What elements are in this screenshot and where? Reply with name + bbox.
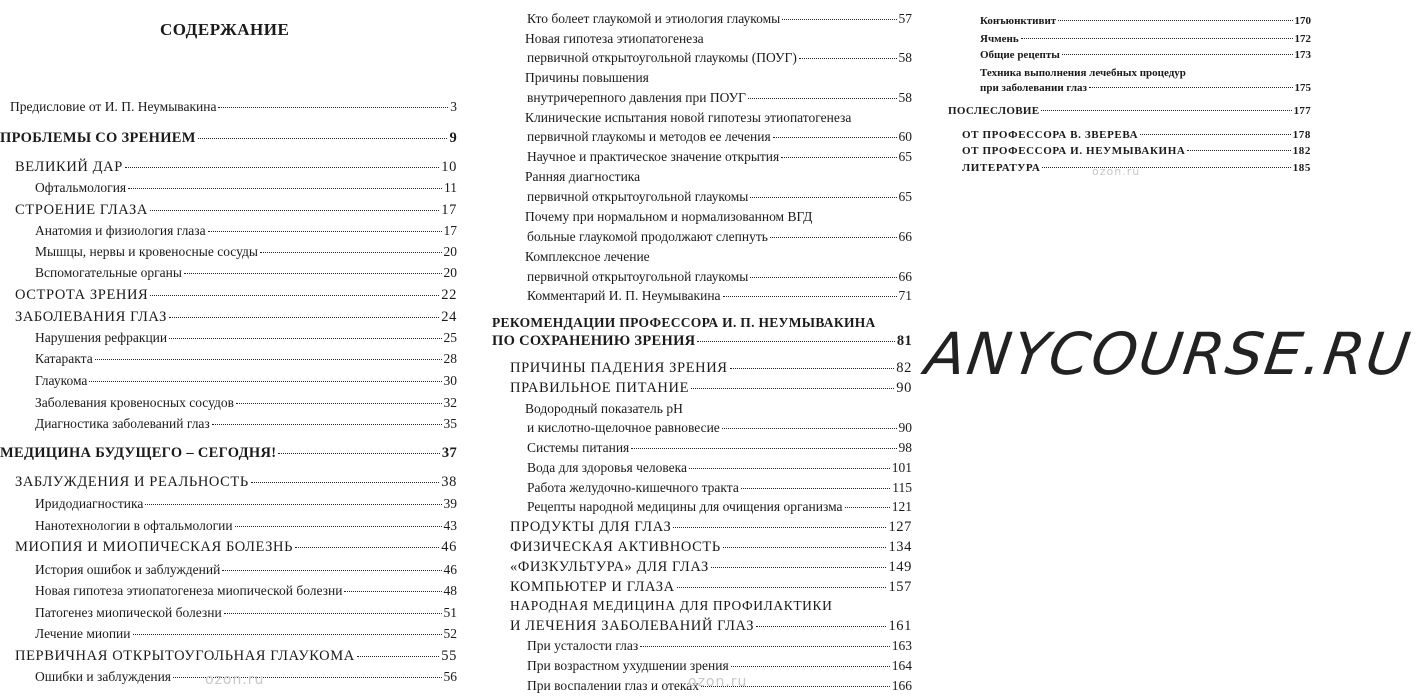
toc-entry-title: МИОПИЯ И МИОПИЧЕСКАЯ БОЛЕЗНЬ — [15, 539, 294, 555]
dot-leader — [236, 403, 442, 404]
toc-entry-title: и кислотно-щелочное равновесие — [527, 420, 720, 435]
dot-leader — [781, 157, 896, 158]
toc-entry-title: «ФИЗКУЛЬТУРА» ДЛЯ ГЛАЗ — [510, 559, 709, 575]
toc-entry[interactable] — [15, 308, 457, 326]
dot-leader — [260, 252, 442, 253]
toc-entry-title: При возрастном ухудшении зрения — [527, 658, 729, 673]
dot-leader — [756, 626, 886, 627]
toc-page-number: 177 — [1293, 105, 1311, 117]
toc-entry[interactable] — [35, 264, 457, 282]
toc-entry-line: Клинические испытания новой гипотезы этиопатогенеза — [525, 110, 852, 125]
toc-entry[interactable] — [510, 379, 912, 397]
toc-page-number: 127 — [888, 519, 912, 535]
toc-entry-line: Новая гипотеза этиопатогенеза — [525, 31, 704, 46]
dot-leader — [773, 137, 897, 138]
toc-entry[interactable] — [35, 561, 457, 579]
toc-entry-title: Ошибки и заблуждения — [35, 669, 172, 684]
toc-page-number: 90 — [896, 380, 912, 396]
ozon-watermark: ozon.ru — [205, 672, 265, 688]
toc-entry-title: Мышцы, нервы и кровеносные сосуды — [35, 244, 258, 259]
toc-entry[interactable] — [35, 394, 457, 412]
dot-leader — [730, 368, 895, 369]
dot-leader — [125, 167, 439, 168]
page-title: СОДЕРЖАНИЕ — [160, 20, 290, 39]
toc-page-number: 24 — [441, 309, 457, 325]
dot-leader — [750, 197, 896, 198]
toc-page-number: 11 — [444, 180, 457, 195]
toc-page-number: 161 — [888, 618, 912, 634]
toc-entry-title: Новая гипотеза этиопатогенеза миопической болезни — [35, 583, 343, 598]
toc-page-number: 149 — [888, 559, 912, 575]
toc-entry[interactable] — [962, 144, 1311, 158]
toc-entry-line: Техника выполнения лечебных процедур — [980, 67, 1186, 79]
toc-entry-title: Заболевания кровеносных сосудов — [35, 395, 234, 410]
toc-entry-title: больные глаукомой продолжают слепнуть — [527, 229, 768, 244]
toc-page-number: 66 — [898, 229, 912, 244]
toc-page-number: 90 — [898, 420, 912, 435]
toc-entry-title: первичной открытоугольной глаукомы — [527, 189, 749, 204]
toc-page-number: 10 — [441, 159, 457, 175]
toc-entry[interactable] — [15, 473, 457, 491]
toc-entry-title: Комментарий И. П. Неумывакина — [527, 288, 721, 303]
dot-leader — [799, 58, 897, 59]
toc-entry[interactable] — [15, 538, 457, 556]
toc-entry[interactable] — [510, 578, 912, 596]
toc-entry-title: ПРАВИЛЬНОЕ ПИТАНИЕ — [510, 380, 690, 396]
dot-leader — [169, 317, 439, 318]
ozon-watermark: ozon.ru — [688, 674, 748, 690]
toc-entry[interactable] — [35, 179, 457, 197]
toc-page-number: 166 — [891, 678, 912, 693]
toc-entry-title: Системы питания — [527, 440, 630, 455]
dot-leader — [344, 591, 441, 592]
toc-entry-title: Диагностика заболеваний глаз — [35, 416, 210, 431]
toc-entry[interactable] — [35, 517, 457, 535]
dot-leader — [235, 526, 442, 527]
toc-entry-title: Катаракта — [35, 351, 93, 366]
toc-entry-title: Вспомогательные органы — [35, 265, 182, 280]
dot-leader — [845, 507, 890, 508]
toc-entry-title: При усталости глаз — [527, 638, 639, 653]
toc-entry-title: ПО СОХРАНЕНИЮ ЗРЕНИЯ — [492, 333, 696, 349]
toc-entry-title: И ЛЕЧЕНИЯ ЗАБОЛЕВАНИЙ ГЛАЗ — [510, 618, 755, 634]
dot-leader — [150, 295, 439, 296]
toc-entry-title: МЕДИЦИНА БУДУЩЕГО – СЕГОДНЯ! — [0, 445, 277, 461]
toc-entry-line: Причины повышения — [525, 70, 649, 85]
toc-entry[interactable] — [962, 128, 1311, 142]
toc-entry[interactable] — [35, 495, 457, 513]
dot-leader — [677, 587, 887, 588]
dot-leader — [212, 424, 442, 425]
toc-entry-title: ПРОБЛЕМЫ СО ЗРЕНИЕМ — [0, 130, 196, 146]
toc-page-number: 98 — [898, 440, 912, 455]
toc-entry-title: Патогенез миопической болезни — [35, 605, 222, 620]
toc-entry-line: Водородный показатель рН — [525, 401, 683, 416]
toc-page-number: 58 — [898, 50, 912, 65]
toc-entry[interactable] — [510, 558, 912, 576]
toc-page-number: 57 — [898, 11, 912, 26]
toc-entry-title: при заболевании глаз — [980, 82, 1087, 94]
toc-entry[interactable] — [527, 439, 912, 457]
toc-entry[interactable] — [492, 332, 912, 350]
dot-leader — [697, 341, 894, 342]
toc-entry-title: Работа желудочно-кишечного тракта — [527, 480, 739, 495]
dot-leader — [723, 296, 897, 297]
toc-entry-title: История ошибок и заблуждений — [35, 562, 221, 577]
toc-entry-title: Общие рецепты — [980, 49, 1060, 61]
dot-leader — [222, 570, 441, 571]
toc-page-number: 173 — [1294, 49, 1311, 61]
toc-entry[interactable] — [980, 32, 1311, 46]
toc-page-number: 163 — [891, 638, 912, 653]
toc-page-number: 101 — [891, 460, 912, 475]
toc-entry[interactable] — [35, 372, 457, 390]
dot-leader — [128, 188, 442, 189]
toc-entry[interactable] — [0, 444, 457, 462]
toc-page-number: 175 — [1294, 82, 1311, 94]
dot-leader — [723, 547, 887, 548]
toc-page-number: 185 — [1292, 162, 1311, 174]
toc-entry-title: первичной открытоугольной глаукомы — [527, 269, 749, 284]
toc-entry-line: Ранняя диагностика — [525, 169, 641, 184]
toc-entry-title: Научное и практическое значение открытия — [527, 149, 780, 164]
toc-entry[interactable] — [527, 268, 912, 286]
toc-page-number: 60 — [898, 129, 912, 144]
dot-leader — [1089, 87, 1293, 88]
toc-page-number: 56 — [443, 669, 457, 684]
toc-page-number: 17 — [441, 202, 457, 218]
dot-leader — [1062, 54, 1293, 55]
toc-entry-title: первичной открытоугольной глаукомы (ПОУГ) — [527, 50, 797, 65]
toc-page-number: 43 — [443, 518, 457, 533]
dot-leader — [218, 107, 448, 108]
toc-entry-title: При воспалении глаз и отеках — [527, 678, 700, 693]
toc-page-number: 39 — [443, 496, 457, 511]
toc-entry-title: ФИЗИЧЕСКАЯ АКТИВНОСТЬ — [510, 539, 721, 555]
toc-entry-title: Конъюнктивит — [980, 15, 1057, 27]
dot-leader — [278, 453, 440, 454]
dot-leader — [673, 527, 886, 528]
dot-leader — [169, 338, 441, 339]
toc-page-number: 115 — [892, 480, 912, 495]
toc-page-number: 52 — [443, 626, 457, 641]
toc-entry[interactable] — [510, 538, 912, 556]
toc-entry[interactable] — [948, 104, 1311, 118]
toc-entry[interactable] — [527, 459, 912, 477]
toc-page-number: 22 — [441, 287, 457, 303]
dot-leader — [133, 634, 442, 635]
toc-page-number: 164 — [891, 658, 912, 673]
dot-leader — [711, 567, 887, 568]
dot-leader — [631, 448, 896, 449]
toc-entry-title: ОТ ПРОФЕССОРА И. НЕУМЫВАКИНА — [962, 145, 1186, 157]
toc-page-number: 172 — [1294, 33, 1311, 45]
toc-entry[interactable] — [35, 350, 457, 368]
toc-page-number: 65 — [898, 189, 912, 204]
toc-page-number: 66 — [898, 269, 912, 284]
dot-leader — [1042, 167, 1290, 168]
dot-leader — [145, 504, 441, 505]
toc-page-number: 28 — [443, 351, 457, 366]
toc-entry-line: Почему при нормальном и нормализованном ВГД — [525, 209, 813, 224]
toc-page-number: 20 — [443, 244, 457, 259]
dot-leader — [640, 646, 890, 647]
toc-entry[interactable] — [527, 89, 912, 107]
toc-entry-title: Анатомия и физиология глаза — [35, 223, 206, 238]
dot-leader — [731, 666, 890, 667]
toc-entry[interactable] — [510, 617, 912, 635]
toc-page-number: 182 — [1292, 145, 1311, 157]
dot-leader — [95, 359, 442, 360]
dot-leader — [89, 381, 441, 382]
toc-page-number: 55 — [441, 648, 457, 664]
toc-page-number: 9 — [449, 130, 457, 146]
toc-entry-title: Нанотехнологии в офтальмологии — [35, 518, 233, 533]
toc-page-number: 46 — [441, 539, 457, 555]
toc-page-number: 82 — [896, 360, 912, 376]
dot-leader — [295, 547, 439, 548]
toc-entry-title: Лечение миопии — [35, 626, 131, 641]
dot-leader — [357, 656, 439, 657]
toc-page-number: 58 — [898, 90, 912, 105]
toc-entry-title: КОМПЬЮТЕР И ГЛАЗА — [510, 579, 675, 595]
toc-entry[interactable] — [527, 657, 912, 675]
toc-page-number: 65 — [898, 149, 912, 164]
toc-page-number: 32 — [443, 395, 457, 410]
toc-entry[interactable] — [527, 188, 912, 206]
toc-entry[interactable] — [15, 158, 457, 176]
toc-entry[interactable] — [527, 498, 912, 516]
toc-page-number: 20 — [443, 265, 457, 280]
toc-page-number: 37 — [441, 445, 457, 461]
dot-leader — [722, 428, 897, 429]
toc-entry-title: Рецепты народной медицины для очищения организма — [527, 499, 843, 514]
dot-leader — [1187, 150, 1290, 151]
toc-entry[interactable] — [35, 604, 457, 622]
toc-entry-title: ПРИЧИНЫ ПАДЕНИЯ ЗРЕНИЯ — [510, 360, 728, 376]
toc-entry-title: ВЕЛИКИЙ ДАР — [15, 159, 123, 175]
toc-entry-line: РЕКОМЕНДАЦИИ ПРОФЕССОРА И. П. НЕУМЫВАКИНА — [492, 315, 876, 330]
toc-entry[interactable] — [10, 98, 457, 116]
toc-entry-title: ПЕРВИЧНАЯ ОТКРЫТОУГОЛЬНАЯ ГЛАУКОМА — [15, 648, 355, 664]
toc-entry[interactable] — [510, 359, 912, 377]
dot-leader — [750, 277, 896, 278]
toc-entry-line: НАРОДНАЯ МЕДИЦИНА ДЛЯ ПРОФИЛАКТИКИ — [510, 598, 833, 613]
dot-leader — [251, 482, 439, 483]
toc-entry[interactable] — [980, 81, 1311, 95]
toc-entry-title: СТРОЕНИЕ ГЛАЗА — [15, 202, 148, 218]
dot-leader — [782, 19, 896, 20]
toc-entry-title: первичной глаукомы и методов ее лечения — [527, 129, 771, 144]
dot-leader — [1021, 38, 1293, 39]
toc-entry[interactable] — [0, 129, 457, 147]
toc-entry[interactable] — [527, 10, 912, 28]
dot-leader — [770, 237, 897, 238]
dot-leader — [741, 488, 890, 489]
dot-leader — [691, 388, 894, 389]
toc-entry[interactable] — [527, 228, 912, 246]
toc-entry-title: Офтальмология — [35, 180, 127, 195]
toc-page-number: 25 — [443, 330, 457, 345]
toc-entry[interactable] — [35, 582, 457, 600]
toc-entry-title: Предисловие от И. П. Неумывакина — [10, 99, 217, 114]
toc-page-number: 81 — [896, 333, 912, 349]
toc-entry[interactable] — [980, 48, 1311, 62]
dot-leader — [208, 231, 442, 232]
toc-entry[interactable] — [15, 201, 457, 219]
toc-entry[interactable] — [35, 625, 457, 643]
toc-entry-line: Комплексное лечение — [525, 249, 650, 264]
toc-entry-title: Вода для здоровья человека — [527, 460, 688, 475]
toc-entry-title: ПРОДУКТЫ ДЛЯ ГЛАЗ — [510, 519, 672, 535]
toc-entry-title: ЗАБОЛЕВАНИЯ ГЛАЗ — [15, 309, 167, 325]
dot-leader — [1058, 20, 1292, 21]
toc-entry-title: Глаукома — [35, 373, 88, 388]
toc-entry[interactable] — [527, 419, 912, 437]
toc-entry[interactable] — [980, 14, 1311, 28]
toc-entry[interactable] — [527, 287, 912, 305]
toc-page-number: 17 — [443, 223, 457, 238]
toc-page-number: 30 — [443, 373, 457, 388]
toc-page-number: 170 — [1294, 15, 1311, 27]
dot-leader — [1041, 110, 1291, 111]
toc-entry-title: Кто болеет глаукомой и этиология глаукомы — [527, 11, 781, 26]
toc-entry[interactable] — [510, 518, 912, 536]
toc-page-number: 48 — [443, 583, 457, 598]
toc-page-number: 38 — [441, 474, 457, 490]
toc-entry[interactable] — [35, 243, 457, 261]
dot-leader — [198, 138, 448, 139]
toc-page-number: 157 — [888, 579, 912, 595]
toc-entry[interactable] — [35, 415, 457, 433]
dot-leader — [1140, 134, 1291, 135]
watermark: ANYCOURSE.RU — [921, 320, 1416, 388]
toc-entry-title: Ячмень — [980, 33, 1019, 45]
toc-entry-title: ЗАБЛУЖДЕНИЯ И РЕАЛЬНОСТЬ — [15, 474, 249, 490]
toc-entry-title: ОСТРОТА ЗРЕНИЯ — [15, 287, 149, 303]
toc-page-number: 51 — [443, 605, 457, 620]
toc-entry-title: Иридодиагностика — [35, 496, 144, 511]
toc-entry-title: внутричерепного давления при ПОУГ — [527, 90, 746, 105]
toc-entry[interactable] — [527, 148, 912, 166]
toc-page-number: 134 — [888, 539, 912, 555]
toc-entry-title: ОТ ПРОФЕССОРА В. ЗВЕРЕВА — [962, 129, 1139, 141]
toc-entry-title: Нарушения рефракции — [35, 330, 168, 345]
toc-entry-title: ЛИТЕРАТУРА — [962, 162, 1041, 174]
toc-entry[interactable] — [527, 479, 912, 497]
toc-entry[interactable] — [527, 128, 912, 146]
toc-page-number: 46 — [443, 562, 457, 577]
toc-page-number: 3 — [450, 99, 457, 114]
toc-page-number: 121 — [891, 499, 912, 514]
dot-leader — [184, 273, 442, 274]
dot-leader — [748, 98, 897, 99]
toc-page-number: 35 — [443, 416, 457, 431]
toc-entry-title: ПОСЛЕСЛОВИЕ — [948, 105, 1040, 117]
dot-leader — [224, 613, 442, 614]
dot-leader — [689, 468, 890, 469]
toc-entry[interactable] — [527, 637, 912, 655]
toc-entry[interactable] — [35, 329, 457, 347]
toc-entry[interactable] — [35, 222, 457, 240]
ozon-watermark: ozon.ru — [1092, 165, 1141, 178]
toc-entry[interactable] — [527, 49, 912, 67]
toc-page-number: 178 — [1292, 129, 1311, 141]
toc-page-number: 71 — [898, 288, 912, 303]
dot-leader — [150, 210, 439, 211]
toc-entry[interactable] — [15, 286, 457, 304]
toc-entry[interactable] — [15, 647, 457, 665]
